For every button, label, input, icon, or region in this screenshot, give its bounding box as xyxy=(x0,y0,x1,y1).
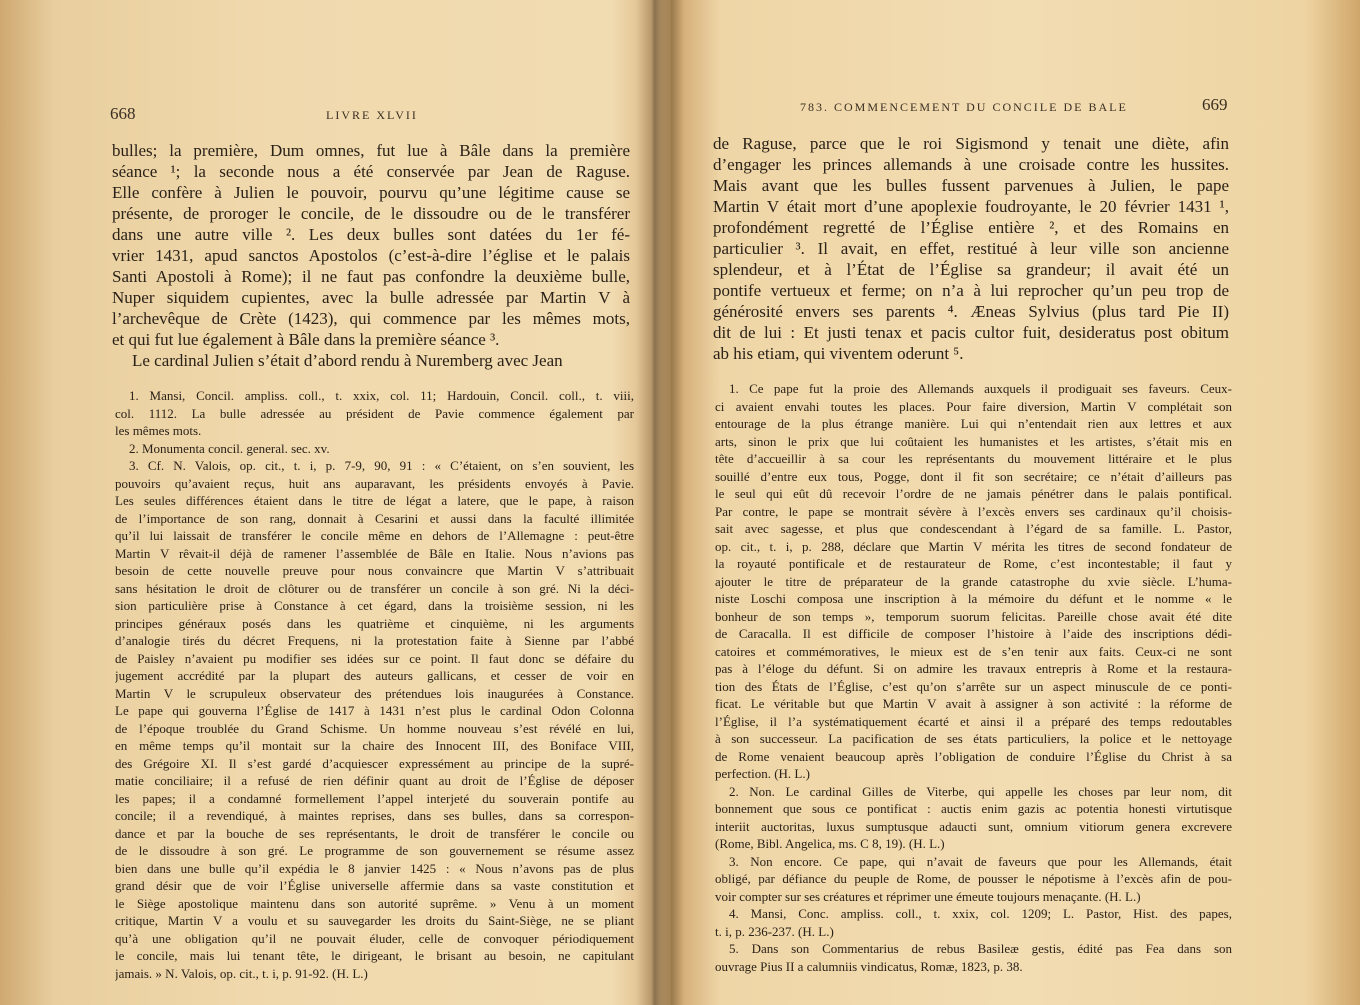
footnote-line: perfection. (H. L.) xyxy=(715,766,810,781)
footnote-line: des Grégoire XI. Il s’est gardé d’acquiescer expressément au principe de la supré- xyxy=(115,755,634,771)
footnote-line: Martin V rêvait-il déjà de ramener l’assemblée de Bâle en Italie. Nous n’avions pas xyxy=(115,545,634,561)
footnote-line: d’analogie tirés du décret Frequens, ni la protestation faite à Sienne par l’abbé xyxy=(115,633,634,648)
footnote-line: 1. Mansi, Concil. ampliss. coll., t. xxix, col. 11; Hardouin, Concil. coll., t. viii, xyxy=(129,388,634,403)
footnote-line: qu’à une obligation qu’il ne pouvait éluder, celle de convoquer périodiquement xyxy=(115,930,634,946)
footnote-line: sait avec sagesse, et plus que condescendant à l’égard de sa famille. L. Pastor, xyxy=(715,521,1232,536)
footnote-line: de l’époque troublée du Grand Schisme. Un homme nouveau s’est révélé en lui, xyxy=(115,720,634,736)
footnote-line: les papes; il a condamné formellement l’appel interjeté du souverain pontife au xyxy=(115,790,634,806)
footnote-line: tion des États de l’Église, c’est qu’on s’arrête sur un aspect minuscule de ce ponti- xyxy=(715,678,1232,694)
footnote-line: Les seules différences étaient dans le titre de légat a latere, que le pape, à raison xyxy=(115,493,634,508)
footnote-line: op. cit., t. i, p. 288, déclare que Martin V mérita les titres de second fondateur de xyxy=(715,538,1232,554)
footnote-line: critique, Martin V a voulu et su sauvegarder les droits du Saint-Siège, ne se pliant xyxy=(115,913,634,928)
footnote-line: concile; il a revendiqué, à maintes reprises, dans ses bulles, dans sa correspon- xyxy=(115,808,634,823)
text-line: séance ¹; la seconde nous a été conservée par Jean de Raguse. xyxy=(112,162,630,181)
text-line: de Raguse, parce que le roi Sigismond y tenait une diète, afin xyxy=(713,134,1229,153)
body-text xyxy=(713,133,1229,364)
footnote-line: bien dans une bulle qu’il expédia le 8 janvier 1425 : « Nous n’avons pas de plus xyxy=(115,860,634,876)
footnote-line: bonheur de son temps », temporum suorum felicitas. Pareille chose avait été dite xyxy=(715,608,1232,624)
footnote-line: ficat. Le véritable but que Martin V avait à assigner à son activité : la réforme de xyxy=(715,696,1232,711)
footnote-line: 2. Monumenta concil. general. sec. xv. xyxy=(129,440,330,456)
body-text xyxy=(112,140,630,371)
footnote-line: le seul qui eût dû recevoir l’ordre de ne jamais pénétrer dans le palais pontifical. xyxy=(715,486,1232,501)
footnote-line: le Siège apostolique maintenu dans son autorité suprême. » Venu à un moment xyxy=(115,895,634,911)
footnote-line: dance et par la bouche de ses représentants, le droit de transférer le concile ou xyxy=(115,825,634,841)
footnote-line: de l’importance de son rang, donnait à Cesarini et aussi dans la faculté illimitée xyxy=(115,510,634,526)
footnote-line: Le pape qui gouverna l’Église de 1417 à 1431 n’est plus le cardinal Odon Colonna xyxy=(115,703,634,718)
page-number: 669 xyxy=(1202,95,1228,114)
footnote-line: qu’il lui laissait de transférer le concile même en dehors de l’Allemagne : peut-être xyxy=(115,528,634,543)
footnote-line: 4. Mansi, Conc. ampliss. coll., t. xxix, col. 1209; L. Pastor, Hist. des papes, xyxy=(729,906,1232,921)
footnote-line: bonnement que sous ce pontificat : auctis enim gazis ac potentia honesti virtutisque xyxy=(715,801,1232,816)
text-line: Mais avant que les bulles fussent parvenues à Julien, le pape xyxy=(713,176,1229,195)
footnote-line: niste Loschi composa une inscription à la mémoire du défunt et le nomme « le xyxy=(715,591,1232,606)
text-line: particulier ³. Il avait, en effet, restitué à leur ville son ancienne xyxy=(713,239,1229,258)
footnote-line: de Paisley n’avaient pu modifier ses idées sur ce point. Il faut donc se défaire du xyxy=(115,650,634,666)
text-line: dans une autre ville ². Les deux bulles sont datées du 1er fé- xyxy=(112,225,630,244)
footnote-line: catoires et commémoratives, le mieux est de s’en tenir aux faits. Ceux-ci ne sont xyxy=(715,643,1232,659)
footnote-line: 2. Non. Le cardinal Gilles de Viterbe, qui appelle les choses par leur nom, dit xyxy=(729,783,1232,799)
footnote-line: ajouter le titre de préparateur de la grande catastrophe du xvie siècle. L’huma- xyxy=(715,573,1232,589)
footnote-line: principes généraux posés dans les quatrième et cinquième, ni les arguments xyxy=(115,615,634,631)
text-line: Elle confère à Julien le pouvoir, pourvu qu’une légitime cause se xyxy=(112,183,630,202)
footnote-line: à son successeur. La pacification de ses états particuliers, la police et le nettoyage xyxy=(715,731,1232,746)
text-line: l’archevêque de Crète (1423), qui commence par les mêmes mots, xyxy=(112,309,630,328)
footnote-line: 5. Dans son Commentarius de rebus Basileæ gestis, édité pas Fea dans son xyxy=(729,941,1232,956)
footnote-line: de le dissoudre à son gré. Le programme de son gouvernement se résume assez xyxy=(115,843,634,858)
footnote-line: ci avaient envahi toutes les places. Pour faire diversion, Martin V complétait son xyxy=(715,398,1232,414)
footnotes xyxy=(715,380,1232,975)
footnote-line: pouvoirs qu’avaient reçus, huit ans auparavant, les présidents envoyés à Pavie. xyxy=(115,475,634,491)
footnote-line: grand désir que de voir l’Église universelle affermie dans sa vaste constitution et xyxy=(115,878,634,893)
footnote-line: obligé, par défiance du peuple de Rome, de pousser le népotisme à l’excès afin de pou- xyxy=(715,871,1232,886)
footnote-line: pas à l’éloge du défunt. Si on admire les travaux entrepris à Rome et la restaura- xyxy=(715,661,1232,676)
footnote-line: jamais. » N. Valois, op. cit., t. i, p. 91-92. (H. L.) xyxy=(115,965,368,981)
text-line: Martin V était mort d’une apoplexie foudroyante, le 20 février 1431 ¹, xyxy=(713,197,1229,216)
text-line: Santi Apostoli à Rome); il ne faut pas confondre la deuxième bulle, xyxy=(112,267,630,286)
footnote-line: entourage de la plus étrange manière. Lui qui n’entendait rien aux lettres et aux xyxy=(715,416,1232,431)
footnote-line: 1. Ce pape fut la proie des Allemands auxquels il prodiguait ses faveurs. Ceux- xyxy=(729,381,1232,396)
footnote-line: Par contre, le pape se montrait sévère à l’excès envers ses cardinaux qu’il choisis- xyxy=(715,503,1232,519)
footnote-line: Martin V le scrupuleux observateur des prétendues lois inaugurées à Constance. xyxy=(115,685,634,701)
footnote-line: en même temps qu’il montait sur la chaire des Innocent III, des Boniface VIII, xyxy=(115,738,634,753)
footnote-line: interiit auctoritas, luxus sumptusque adaucti sunt, omnium vitiorum genera excrevere xyxy=(715,818,1232,834)
text-line: d’engager les princes allemands à une croisade contre les hussites. xyxy=(713,155,1229,174)
footnote-line: 3. Cf. N. Valois, op. cit., t. i, p. 7-9, 90, 91 : « C’étaient, on s’en souvient, les xyxy=(129,458,634,473)
text-line: et qui fut lue également à Bâle dans la première séance ³. xyxy=(112,330,500,349)
footnote-line: sion particulière prise à Constance à cet égard, dans la troisième session, ni les xyxy=(115,598,634,613)
running-head: 783. COMMENCEMENT DU CONCILE DE BALE xyxy=(800,100,1128,114)
footnote-line: jugement accrédité par la plupart des auteurs gallicans, et cesser de voir en xyxy=(115,668,634,683)
footnote-line: besoin de cette nouvelle preuve pour nous convaincre que Martin V s’attribuait xyxy=(115,563,634,578)
footnote-line: le concile, mais lui tenant tête, le dirigeant, le brisant au besoin, ne capitulant xyxy=(115,948,634,963)
text-line: bulles; la première, Dum omnes, fut lue à Bâle dans la première xyxy=(112,141,630,160)
footnote-line: matie conciliaire; il a refusé de rien définir quant au droit de l’Église de déposer xyxy=(115,773,634,788)
text-line: profondément regretté de l’Église entière ², et des Romains en xyxy=(713,218,1229,237)
text-line: Nuper siquidem cupientes, avec la bulle adressée par Martin V à xyxy=(112,288,630,307)
footnote-line: voir compter sur ses créatures et réprimer une émeute toujours menaçante. (H. L.) xyxy=(715,888,1141,904)
footnotes xyxy=(115,387,634,982)
text-line: ab his etiam, qui viventem oderunt ⁵. xyxy=(713,344,964,363)
footnote-line: ouvrage Pius II a calumniis vindicatus, Romæ, 1823, p. 38. xyxy=(715,958,1023,974)
text-line: vrier 1431, apud sanctos Apostolos (c’est-à-dire l’église et le palais xyxy=(112,246,630,265)
footnote-line: souillé d’entre eux tous, Pogge, dont il fit son secrétaire; ce n’était d’ailleurs pas xyxy=(715,468,1232,484)
running-head: LIVRE XLVII xyxy=(326,108,418,122)
footnote-line: (Rome, Bibl. Angelica, ms. C 8, 19). (H. L.) xyxy=(715,836,945,851)
text-line: générosité envers ses parents ⁴. Æneas Sylvius (plus tard Pie II) xyxy=(713,302,1229,321)
footnote-line: arts, sinon le prix que lui coûtaient les humanistes et les artistes, s’était mis en xyxy=(715,433,1232,449)
footnote-line: sans hésitation le droit de clôturer ou de transférer un concile à son gré. Ni la déci- xyxy=(115,580,634,596)
footnote-line: tête d’accueillir à sa cour les représentants du mouvement littéraire et le plus xyxy=(715,451,1232,466)
text-line: Le cardinal Julien s’était d’abord rendu à Nuremberg avec Jean xyxy=(132,351,563,370)
footnote-line: 3. Non encore. Ce pape, qui n’avait de faveurs que pour les Allemands, était xyxy=(729,853,1232,869)
footnote-line: col. 1112. La bulle adressée au président de Pavie commence également par xyxy=(115,405,634,421)
text-line: dit de lui : Et justi tenax et pacis cultor fuit, desideratus post obitum xyxy=(713,323,1229,342)
footnote-line: de Caracalla. Il est difficile de composer l’histoire à l’aide des inscriptions dédi- xyxy=(715,626,1232,641)
footnote-line: de Rome venaient beaucoup après l’obligation de conduire l’Église du Christ à sa xyxy=(715,748,1232,764)
footnote-line: les mêmes mots. xyxy=(115,423,202,438)
text-line: splendeur, et à l’État de l’Église sa grandeur; il avait été un xyxy=(713,260,1229,279)
footnote-line: la royauté pontificale et de restaurateur de Rome, c’est incontestable; il faut y xyxy=(715,556,1232,571)
left-page xyxy=(0,0,660,1005)
footnote-line: l’Église, il l’a systématiquement écarté et ainsi il a préparé des temps redoutables xyxy=(715,713,1232,729)
footnote-line: t. i, p. 236-237. (H. L.) xyxy=(715,923,834,939)
page-number: 668 xyxy=(110,104,136,123)
text-line: pontife vertueux et ferme; on n’a à lui reprocher qu’un peu trop de xyxy=(713,281,1229,300)
right-page xyxy=(668,0,1360,1005)
text-line: présente, de proroger le concile, de le dissoudre ou de le transférer xyxy=(112,204,630,223)
